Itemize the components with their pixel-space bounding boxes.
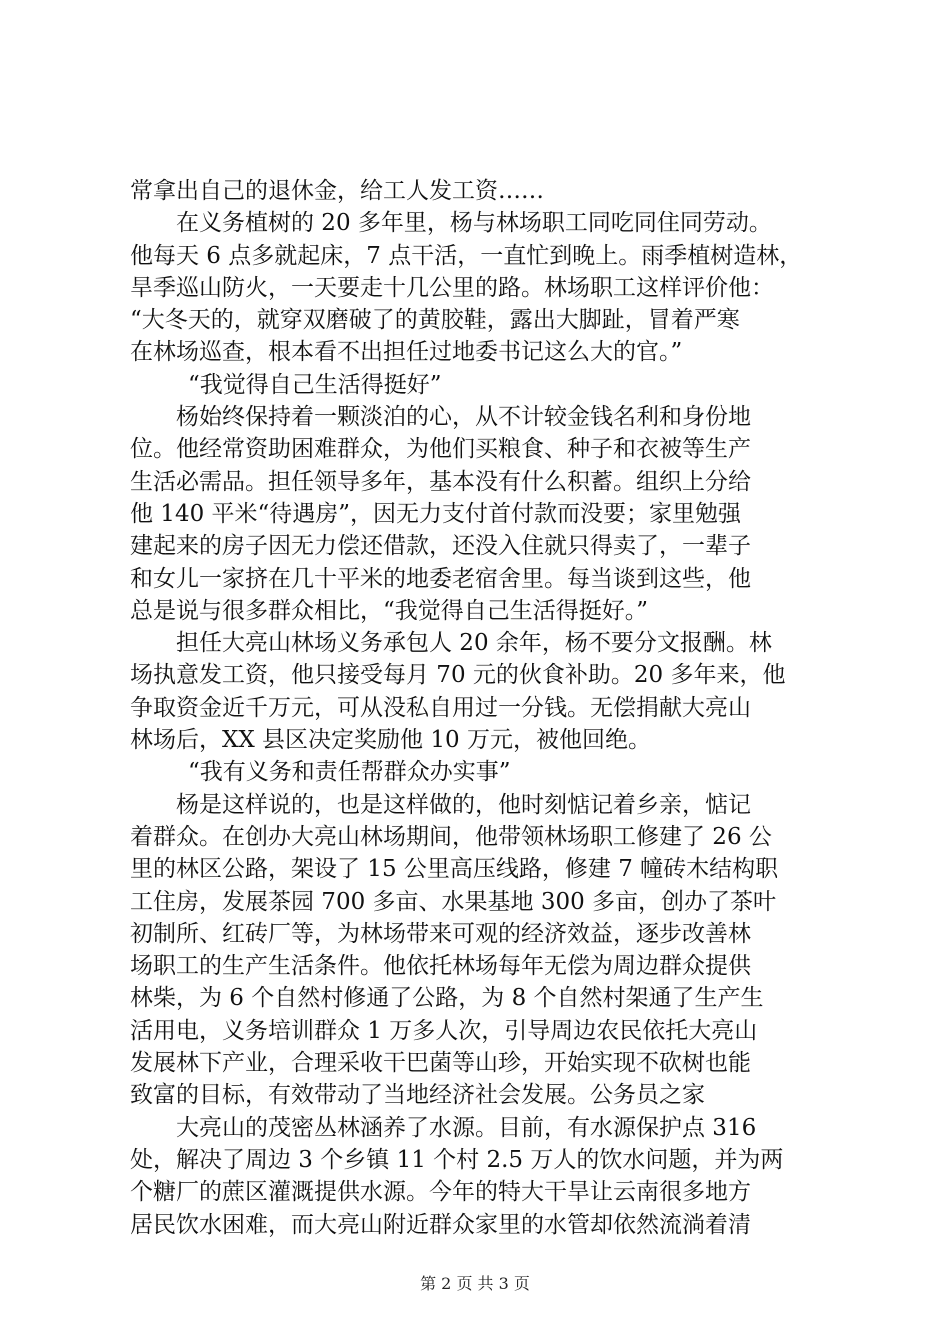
- text-line: 他 140 平米“待遇房”，因无力支付首付款而没要；家里勉强: [130, 500, 742, 527]
- section-heading: “我觉得自己生活得挺好”: [188, 371, 442, 398]
- section-heading: “我有义务和责任帮群众办实事”: [188, 759, 511, 786]
- text-line: 建起来的房子因无力偿还借款，还没入住就只得卖了，一辈子: [130, 533, 751, 560]
- text-line: 位。他经常资助困难群众，为他们买粮食、种子和衣被等生产: [130, 436, 751, 463]
- text-line: 个糖厂的蔗区灌溉提供水源。今年的特大干旱让云南很多地方: [130, 1179, 751, 1206]
- page-number-footer: 第 2 页 共 3 页: [420, 1274, 530, 1293]
- text-line: 居民饮水困难，而大亮山附近群众家里的水管却依然流淌着清: [130, 1211, 751, 1238]
- text-line: 和女儿一家挤在几十平米的地委老宿舍里。每当谈到这些，他: [130, 565, 751, 592]
- paragraph-start-line: 杨是这样说的，也是这样做的，他时刻惦记着乡亲，惦记: [176, 791, 751, 818]
- text-line: 林场后，XX 县区决定奖励他 10 万元，被他回绝。: [130, 727, 651, 754]
- text-line: 常拿出自己的退休金，给工人发工资……: [130, 178, 544, 204]
- text-line: 里的林区公路，架设了 15 公里高压线路，修建 7 幢砖木结构职: [130, 856, 779, 883]
- text-line: 着群众。在创办大亮山林场期间，他带领林场职工修建了 26 公: [130, 823, 772, 850]
- text-line: 他每天 6 点多就起床，7 点干活，一直忙到晚上。雨季植树造林，: [130, 242, 803, 269]
- text-line: “大冬天的，就穿双磨破了的黄胶鞋，露出大脚趾，冒着严寒: [130, 307, 740, 334]
- paragraph-start-line: 担任大亮山林场义务承包人 20 余年，杨不要分文报酬。林: [176, 630, 772, 657]
- paragraph-start-line: 大亮山的茂密丛林涵养了水源。目前，有水源保护点 316: [176, 1114, 757, 1141]
- text-line: 处，解决了周边 3 个乡镇 11 个村 2.5 万人的饮水问题，并为两: [130, 1146, 784, 1173]
- text-line: 场执意发工资，他只接受每月 70 元的伙食补助。20 多年来，他: [130, 662, 786, 689]
- text-line: 旱季巡山防火，一天要走十几公里的路。林场职工这样评价他：: [130, 274, 774, 301]
- paragraph-start-line: 在义务植树的 20 多年里，杨与林场职工同吃同住同劳动。: [176, 210, 772, 237]
- text-line: 发展林下产业，合理采收干巴菌等山珍，开始实现不砍树也能: [130, 1050, 751, 1077]
- text-line: 争取资金近千万元，可从没私自用过一分钱。无偿捐献大亮山: [130, 694, 751, 721]
- text-line: 总是说与很多群众相比，“我觉得自己生活得挺好。”: [130, 597, 649, 624]
- text-line: 初制所、红砖厂等，为林场带来可观的经济效益，逐步改善林: [130, 920, 751, 947]
- paragraph-start-line: 杨始终保持着一颗淡泊的心，从不计较金钱名利和身份地: [176, 404, 751, 431]
- text-line: 致富的目标，有效带动了当地经济社会发展。公务员之家: [130, 1082, 705, 1109]
- text-line: 生活必需品。担任领导多年，基本没有什么积蓄。组织上分给: [130, 468, 751, 495]
- text-line: 活用电，义务培训群众 1 万多人次，引导周边农民依托大亮山: [130, 1017, 758, 1044]
- text-line: 工住房，发展茶园 700 多亩、水果基地 300 多亩，创办了茶叶: [130, 888, 777, 915]
- text-line: 林柴，为 6 个自然村修通了公路，为 8 个自然村架通了生产生: [130, 985, 764, 1012]
- text-line: 在林场巡查，根本看不出担任过地委书记这么大的官。”: [130, 339, 683, 366]
- text-line: 场职工的生产生活条件。他依托林场每年无偿为周边群众提供: [130, 953, 751, 980]
- body-text: [130, 175, 830, 1241]
